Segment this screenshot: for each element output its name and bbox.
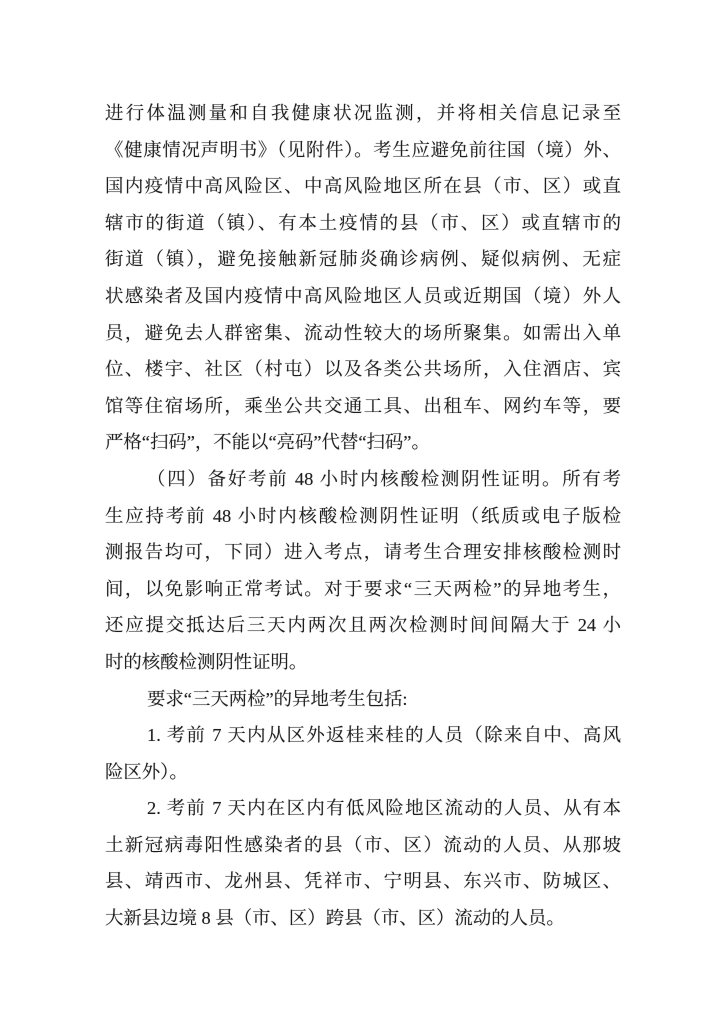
document-text-block [105, 95, 621, 937]
text-line: 辖市的街道（镇）、有本土疫情的县（市、区）或直辖市的 [105, 212, 621, 233]
text-line: 进行体温测量和自我健康状况监测，并将相关信息记录至 [105, 103, 621, 123]
text-line: 险区外）。 [105, 761, 188, 782]
text-line: 要求“三天两检”的异地考生包括: [147, 688, 408, 709]
text-line: 还应提交抵达后三天内两次且两次检测时间间隔大于 24 小 [105, 615, 621, 636]
paragraph [105, 790, 621, 936]
text-line: 员，避免去人群密集、流动性较大的场所聚集。如需出入单 [105, 322, 621, 343]
paragraph [105, 717, 621, 790]
text-line: 2. 考前 7 天内在区内有低风险地区流动的人员、从有本 [147, 798, 621, 819]
text-line: 馆等住宿场所，乘坐公共交通工具、出租车、网约车等，要 [105, 395, 621, 416]
text-line: 严格“扫码”，不能以“亮码”代替“扫码”。 [105, 432, 430, 453]
paragraph [105, 95, 621, 461]
text-line: 测报告均可，下同）进入考点，请考生合理安排核酸检测时 [105, 542, 621, 563]
text-line: 县、靖西市、龙州县、凭祥市、宁明县、东兴市、防城区、 [105, 871, 621, 892]
text-line: （四）备好考前 48 小时内核酸检测阴性证明。所有考 [147, 468, 621, 489]
text-line: 1. 考前 7 天内从区外返桂来桂的人员（除来自中、高风 [147, 725, 621, 746]
text-line: 时的核酸检测阴性证明。 [105, 651, 308, 672]
text-line: 间，以免影响正常考试。对于要求“三天两检”的异地考生， [105, 578, 621, 599]
paragraph [105, 461, 621, 681]
text-line: 生应持考前 48 小时内核酸检测阴性证明（纸质或电子版检 [105, 505, 621, 526]
text-line: 土新冠病毒阳性感染者的县（市、区）流动的人员、从那坡 [105, 834, 621, 855]
text-line: 大新县边境 8 县（市、区）跨县（市、区）流动的人员。 [105, 908, 565, 929]
text-line: 位、楼宇、社区（村屯）以及各类公共场所，入住酒店、宾 [105, 359, 621, 380]
text-line: 状感染者及国内疫情中高风险地区人员或近期国（境）外人 [105, 285, 621, 306]
text-line: 《健康情况声明书》（见附件）。考生应避免前往国（境）外、 [105, 139, 621, 160]
text-line: 街道（镇），避免接触新冠肺炎确诊病例、疑似病例、无症 [105, 249, 621, 270]
paragraph [105, 681, 621, 718]
text-line: 国内疫情中高风险区、中高风险地区所在县（市、区）或直 [105, 176, 621, 197]
